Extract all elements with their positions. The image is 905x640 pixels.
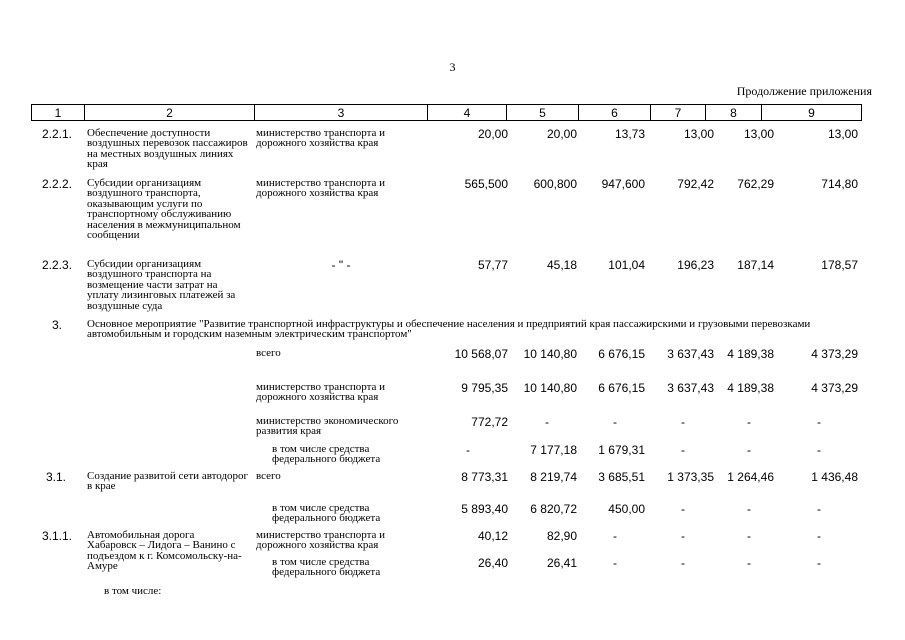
value-col-5: -: [545, 415, 549, 429]
column-header-table: [31, 104, 862, 121]
row-executor: в том числе средства федерального бюджета: [272, 502, 381, 525]
value-col-7: -: [681, 502, 685, 516]
row-executor: министерство экономического развития края: [256, 415, 399, 438]
row-executor: в том числе средства федерального бюджета: [272, 556, 381, 579]
column-header-4: 4: [428, 105, 507, 121]
row-label: Создание развитой сети автодорог в крае: [87, 470, 249, 493]
value-col-7: -: [681, 529, 685, 543]
column-header-9: 9: [762, 105, 862, 121]
value-col-5: 45,18: [546, 258, 577, 272]
value-col-9: 13,00: [827, 127, 858, 141]
row-index: 3.: [51, 318, 62, 332]
column-header-1: 1: [32, 105, 85, 121]
value-col-9: 4 373,29: [811, 381, 858, 395]
value-col-4: 772,72: [471, 415, 508, 429]
value-col-6: 450,00: [608, 502, 645, 516]
column-header-2: 2: [85, 105, 255, 121]
continuation-label: Продолжение приложения: [736, 84, 872, 98]
value-col-9: 1 436,48: [811, 470, 858, 484]
value-col-5: 6 820,72: [530, 502, 577, 516]
including-label: в том числе:: [104, 585, 162, 597]
value-col-9: 714,80: [821, 177, 858, 191]
value-col-7: -: [681, 415, 685, 429]
value-col-8: 762,29: [737, 177, 774, 191]
value-col-9: -: [817, 529, 821, 543]
row-label: Автомобильная дорога Хабаровск – Лидога – Ванино с подъездом к г. Комсомольску-на-Амуре: [87, 529, 242, 573]
row-label: Обеспечение доступности воздушных перевозок пассажиров на местных воздушных линиях края: [87, 127, 248, 171]
column-header-5: 5: [507, 105, 579, 121]
column-header-7: 7: [651, 105, 706, 121]
value-col-6: 947,600: [601, 177, 645, 191]
value-col-9: -: [817, 415, 821, 429]
row-index: 3.1.1.: [41, 529, 72, 543]
value-col-7: 196,23: [677, 258, 714, 272]
row-executor: в том числе средства федерального бюджета: [272, 443, 381, 466]
value-col-8: -: [747, 529, 751, 543]
value-col-4: 5 893,40: [461, 502, 508, 516]
value-col-5: 8 219,74: [530, 470, 577, 484]
value-col-4: 40,12: [477, 529, 508, 543]
row-index: 3.1.: [45, 470, 66, 484]
value-col-4: 10 568,07: [454, 347, 508, 361]
value-col-6: 6 676,15: [598, 381, 645, 395]
value-col-4: -: [466, 443, 470, 457]
value-col-4: 9 795,35: [461, 381, 508, 395]
value-col-7: 792,42: [677, 177, 714, 191]
value-col-5: 26,41: [546, 556, 577, 570]
column-header-6: 6: [579, 105, 651, 121]
value-col-9: -: [817, 556, 821, 570]
value-col-8: -: [747, 502, 751, 516]
value-col-8: 4 189,38: [727, 381, 774, 395]
page-number: 3: [449, 60, 456, 74]
row-executor: министерство транспорта и дорожного хозяйства края: [256, 177, 386, 200]
value-col-9: 178,57: [821, 258, 858, 272]
value-col-4: 565,500: [464, 177, 508, 191]
value-col-6: -: [613, 529, 617, 543]
value-col-7: 13,00: [683, 127, 714, 141]
value-col-6: -: [613, 556, 617, 570]
row-label: Субсидии организациям воздушного транспорта на возмещение части затрат на уплату лизинговых платежей за воздушные суда: [87, 258, 236, 312]
value-col-5: 10 140,80: [523, 347, 577, 361]
row-executor: министерство транспорта и дорожного хозяйства края: [256, 381, 386, 404]
value-col-6: 6 676,15: [598, 347, 645, 361]
value-col-8: -: [747, 415, 751, 429]
column-header-3: 3: [255, 105, 428, 121]
value-col-9: -: [817, 502, 821, 516]
row-executor: министерство транспорта и дорожного хозяйства края: [256, 127, 386, 150]
section-title: Основное мероприятие "Развитие транспортной инфраструктуры и обеспечение населения и предприятий края пассажирскими и грузовыми перевозками автомобильным и городским наземным электрическим транспортом": [87, 318, 811, 341]
value-col-8: 187,14: [737, 258, 774, 272]
value-col-7: -: [681, 556, 685, 570]
value-col-6: 3 685,51: [598, 470, 645, 484]
value-col-5: 7 177,18: [530, 443, 577, 457]
row-executor: министерство транспорта и дорожного хозяйства края: [256, 529, 386, 552]
value-col-7: -: [681, 443, 685, 457]
row-executor: всего: [256, 470, 281, 482]
value-col-8: 1 264,46: [727, 470, 774, 484]
value-col-6: 13,73: [614, 127, 645, 141]
value-col-4: 8 773,31: [461, 470, 508, 484]
value-col-6: -: [613, 415, 617, 429]
value-col-4: 26,40: [477, 556, 508, 570]
row-index: 2.2.3.: [41, 258, 72, 272]
value-col-9: 4 373,29: [811, 347, 858, 361]
value-col-8: -: [747, 556, 751, 570]
value-col-8: 13,00: [743, 127, 774, 141]
value-col-4: 20,00: [477, 127, 508, 141]
row-executor: всего: [256, 347, 281, 359]
value-col-5: 10 140,80: [523, 381, 577, 395]
column-header-8: 8: [706, 105, 762, 121]
value-col-7: 1 373,35: [667, 470, 714, 484]
value-col-8: 4 189,38: [727, 347, 774, 361]
row-index: 2.2.1.: [41, 127, 72, 141]
row-label: Субсидии организациям воздушного транспорта, оказывающим услуги по транспортному обслуживанию населения в межмуниципальном сообщении: [87, 177, 241, 242]
value-col-5: 82,90: [546, 529, 577, 543]
value-col-5: 600,800: [533, 177, 577, 191]
row-executor-ditto: - " -: [331, 258, 351, 272]
value-col-7: 3 637,43: [667, 381, 714, 395]
column-header-row: [32, 105, 862, 121]
value-col-5: 20,00: [546, 127, 577, 141]
value-col-6: 1 679,31: [598, 443, 645, 457]
value-col-6: 101,04: [608, 258, 645, 272]
value-col-7: 3 637,43: [667, 347, 714, 361]
value-col-8: -: [747, 443, 751, 457]
row-index: 2.2.2.: [41, 177, 72, 191]
value-col-9: -: [817, 443, 821, 457]
value-col-4: 57,77: [477, 258, 508, 272]
